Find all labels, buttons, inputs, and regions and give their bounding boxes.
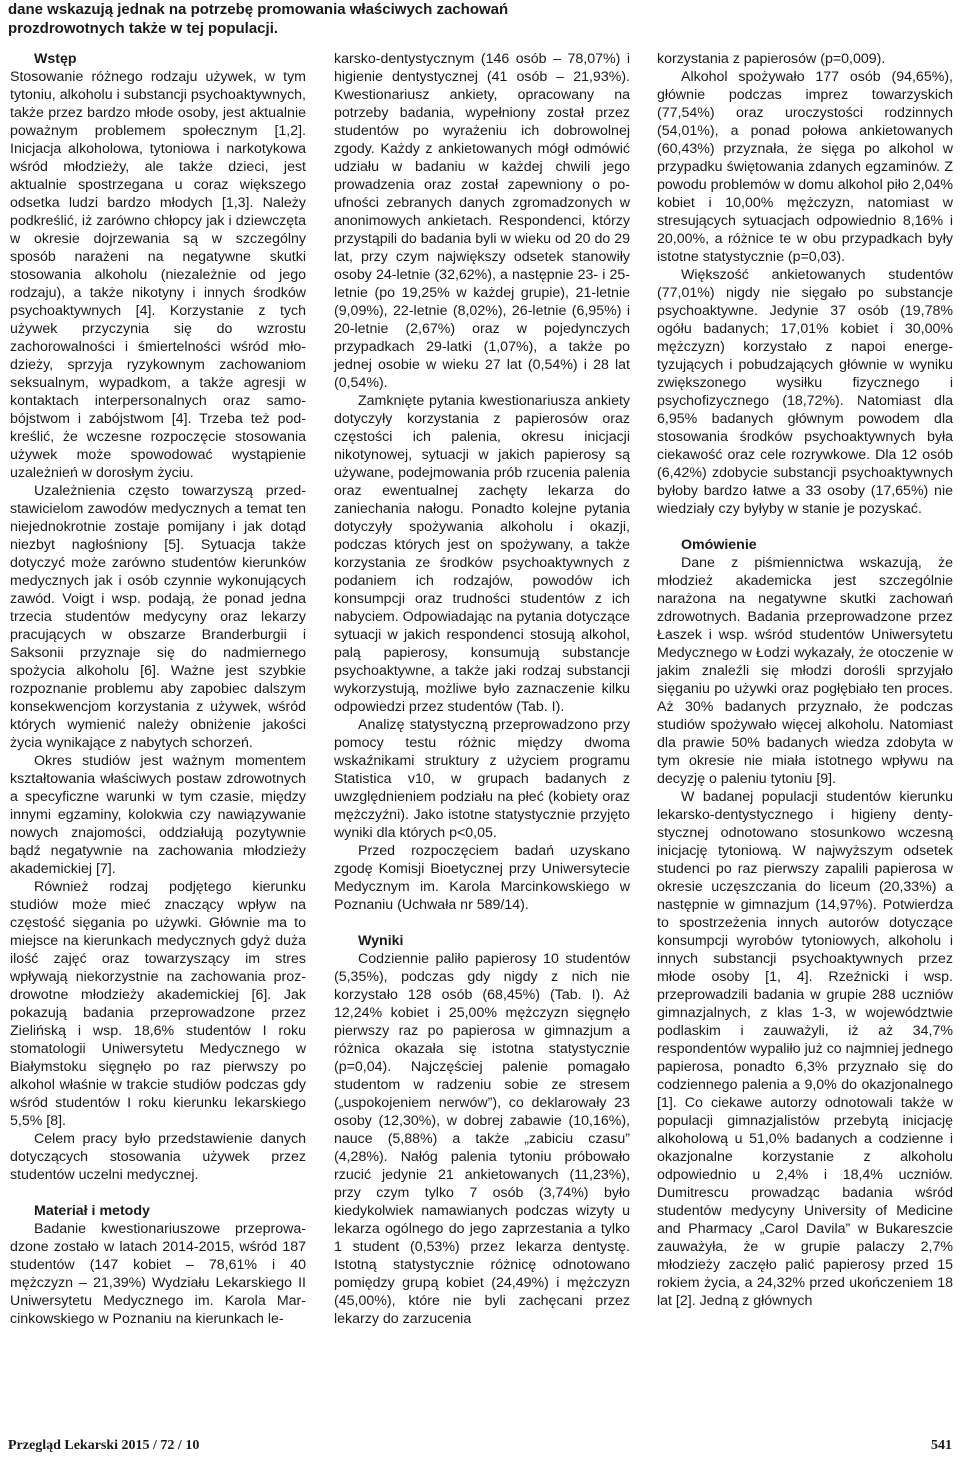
paragraph: Stosowanie różnego rodzaju używek, w tym tytoniu, alkoholu i substancji psychoaktywnych, także przez bardzo młode osoby, jest aktualnie poważnym problemem społecznym [1,2]. Inicjacja alkoholowa, tytoniowa i narkotykowa wśród młodzieży, ale także dzieci, jest aktualnie spostrzegana u coraz większego odsetka ludzi bardzo młodych [1,3]. Należy podkreślić, iż zarówno chłopcy jak i dziewczęta w okresie dojrzewania są w szczególny sposób narażeni na negatywne skutki stosowania alkoholu (niezależnie od jego rodzaju), a także nikotyny i innych środków psychoaktywnych [4]. Korzystanie z tych używek przyczynia się do wzrostu zachorowalności i śmiertelności wśród młodzieży, sprzyja ryzykownym zachowaniom seksualnym, wypadkom, a także agresji w kontaktach interpersonalnych oraz samobójstwom i zabójstwom [4]. Trzeba też podkreślić, że wczesne rozpoczęcie stosowania używek może spowodować wystąpienie uzależnień w dorosłym życiu. [10,69,306,481]
paragraph: Okres studiów jest ważnym momentem kształtowania właściwych postaw zdrowotnych a specyficzne warunki w tym czasie, między innymi egzaminy, kolokwia czy nawiązywanie nowych znajomości, oddziałują pozytywnie bądź negatywnie na zachowania młodzieży akademickiej [7]. [10,753,306,877]
paragraph: Codziennie paliło papierosy 10 studentów (5,35%), podczas gdy nigdy z nich nie korzystało 128 osób (68,45%) (Tab. I). Aż 12,24% kobiet i 25,00% mężczyzn sięgnęło pierwszy raz po papierosa w gimnazjum a różnica okazała się istotna statystycznie (p=0,04). Najczęściej palenie pomagało studentom w radzeniu sobie ze stresem („uspokojeniem nerwów”), co deklarowały 23 osoby (12,30%), w dobrej zabawie (10,16%), nauce (5,88%) a także „zabiciu czasu” (4,28%). Nałóg palenia tytoniu próbowało rzucić jedynie 21 ankietowanych (11,23%), przy czym tylko 7 osób (3,74%) było kiedykolwiek namawianych podczas wizyty u lekarza ogólnego do jego zaprzestania a tylko 1 student (0,53%) przez lekarza dentystę. Istotną statystycznie różnicę odnotowano pomiędzy grupą kobiet (24,49%) i mężczyzn (45,00%), które nie byli zachęcani przez lekarzy do zarzucenia [334,951,630,1327]
page-header-text: dane wskazują jednak na potrzebę promowania właściwych zachowań prozdrowotnych także w tej populacji. [8,1,509,37]
paragraph: Przed rozpoczęciem badań uzyskano zgodę Komisji Bioetycznej przy Uniwersytecie Medycznym im. Karola Marcinkowskiego w Poznaniu (Uchwała nr 589/14). [334,843,630,913]
paragraph: Alkohol spożywało 177 osób (94,65%), głównie podczas imprez towarzyskich (77,54%) oraz uroczystości rodzinnych (54,01%), a ponad połowa ankietowanych (60,43%) przyznała, że sięga po alkohol w przypadku świętowania zdanych egzaminów. Z powodu problemów w domu alkohol piło 2,04% kobiet i 10,00% mężczyzn, natomiast w stresujących sytuacjach odpowiednio 8,16% i 20,00%, a różnice te w obu przypadkach były istotne statystycznie (p=0,03). [657,69,953,265]
paragraph: Większość ankietowanych studentów (77,01%) nigdy nie sięgało po substancje psychoaktywne. Jedynie 37 osób (19,78% ogółu badanych; 17,01% kobiet i 30,00% mężczyzn) korzystało z napoi energetyzujących i pobudzających głównie w wyniku zwiększonego wysiłku fizycznego i psychofizycznego (18,72%). Natomiast dla 6,95% badanych głównym powodem dla stosowania środków psychoaktywnych była ciekawość oraz cele rozrywkowe. Dla 12 osób (6,42%) zdobycie substancji psychoaktywnych byłoby bardzo łatwe a 33 osoby (17,65%) nie wiedziały czy byłyby w stanie je pozyskać. [657,267,953,517]
paragraph: Uzależnienia często towarzyszą przedstawicielom zawodów medycznych a temat ten niejednokrotnie zostaje pomijany i jak dotąd niezbyt nagłośniony [5]. Sytuacja także dotyczyć może zarówno studentów kierunków medycznych jak i osób czynnie wykonujących zawód. Voigt i wsp. podają, że ponad jedna trzecia studentów medycyny oraz lekarzy pracujących w obszarze Branderburgii i Saksonii przyznaje się do nadmiernego spożycia alkoholu [6]. Ważne jest szybkie rozpoznanie problemu aby zapobiec dalszym konsekwencjom korzystania z używek, wśród których wymienić należy obniżenie jakości życia wynikające z nabytych schorzeń. [10,483,306,751]
journal-footer: Przegląd Lekarski 2015 / 72 / 10 [8,1438,200,1453]
column-3 [657,50,953,1310]
column-1 [10,50,306,1328]
paragraph: Dane z piśmiennictwa wskazują, że młodzież akademicka jest szczególnie narażona na negatywne skutki zachowań zdrowotnych. Badania przeprowadzone przez Łaszek i wsp. wśród studentów Uniwersytetu Medycznego w Łodzi wykazały, że otoczenie w jakim znaleźli się młodzi dorośli sprzyjało sięganiu po używki oraz pogłębiało ten proces. Aż 30% badanych przyznało, że podczas studiów spożywało więcej alkoholu. Natomiast dla prawie 50% badanych wiedza zdobyta w tym okresie nie miała istotnego wpływu na decyzję o paleniu tytoniu [9]. [657,555,953,787]
section-heading-wyniki: Wyniki [358,933,404,949]
paragraph: Zamknięte pytania kwestionariusza ankiety dotyczyły korzystania z papierosów oraz częstości ich palenia, okresu inicjacji nikotynowej, sytuacji w jakich papierosy są używane, podejmowania prób rzucenia palenia oraz ewentualnej zachęty lekarza do zaniechania nałogu. Ponadto kolejne pytania dotyczyły spożywania alkoholu i okazji, podczas których jest on spożywany, a także korzystania ze środków psychoaktywnych z podaniem ich rodzajów, powodów ich konsumpcji oraz trudności studentów z ich nabyciem. Odpowiadając na pytania dotyczące sytuacji w jakich respondenci stosują alkohol, palą papierosy, konsumują substancje psychoaktywne, a także jaki rodzaj substancji wykorzystują, możliwe było zaznaczenie kilku odpowiedzi przez studentów (Tab. I). [334,393,630,715]
paragraph: Badanie kwestionariuszowe przeprowadzone zostało w latach 2014-2015, wśród 187 studentów (147 kobiet – 78,61% i 40 mężczyzn – 21,39%) Wydziału Lekarskiego II Uniwersytetu Medycznego im. Karola Marcinkowskiego w Poznaniu na kierunkach le- [10,1221,306,1327]
column-2 [334,50,630,1328]
paragraph: Również rodzaj podjętego kierunku studiów może mieć znaczący wpływ na częstość sięgania po używki. Głównie ma to miejsce na kierunkach medycznych gdyż duża ilość zajęć oraz towarzyszący im stres wpływają niekorzystnie na zachowania prozdrowotne młodzieży akademickiej [6]. Jak pokazują badania przeprowadzone przez Zielińską i wsp. 18,6% studentów I roku stomatologii Uniwersytetu Medycznego w Białymstoku sięgnęło po raz pierwszy po alkohol właśnie w trakcie studiów podczas gdy wśród studentów I roku kierunku lekarskiego 5,5% [8]. [10,879,306,1129]
paragraph: karsko-dentystycznym (146 osób – 78,07%) i higienie dentystycznej (41 osób – 21,93%). Kwestionariusz ankiety, opracowany na potrzeby badania, wypełniony został przez studentów po wyrażeniu ich dobrowolnej zgody. Każdy z ankietowanych mógł odmówić udziału w badaniu w każdej chwili jego prowadzenia oraz został zapewniony o poufności zebranych danych zgromadzonych w anonimowych ankietach. Respondenci, którzy przystąpili do badania byli w wieku od 20 do 29 lat, przy czym największy odsetek stanowiły osoby 24-letnie (32,62%), a następnie 23- i 25-letnie (po 19,25% w każdej grupie), 21-letnie (9,09%), 22-letnie (8,02%), 26-letnie (6,95%) i 20-letnie (2,67%) oraz w pojedynczych przypadkach 29-latki (1,07%), a także po jednej osobie w wieku 27 lat (0,54%) i 28 lat (0,54%). [334,51,630,391]
section-heading-material: Materiał i metody [34,1203,150,1219]
section-heading-omowienie: Omówienie [681,537,757,553]
page-number: 541 [931,1438,952,1453]
paragraph: Celem pracy było przedstawienie danych dotyczących stosowania używek przez studentów uczelni medycznej. [10,1131,306,1183]
paragraph: Analizę statystyczną przeprowadzono przy pomocy testu różnic między dwoma wskaźnikami struktury z użyciem programu Statistica v10, w grupach badanych z uwzględnieniem podziału na płeć (kobiety oraz mężczyźni). Jako istotne statystycznie przyjęto wyniki dla których p<0,05. [334,717,630,841]
paragraph: W badanej populacji studentów kierunku lekarsko-dentystycznego i higieny dentystycznej odnotowano stosunkowo wczesną inicjację tytoniową. W najwyższym odsetek studenci po raz pierwszy zapalili papierosa w okresie uczęszczania do liceum (20,33%) a następnie w gimnazjum (14,97%). Potwierdza to spostrzeżenia innych autorów dotyczące konsumpcji wyrobów tytoniowych, alkoholu i innych substancji psychoaktywnych przez młode osoby [1, 4]. Rzeźnicki i wsp. przeprowadzili badania w grupie 288 uczniów gimnazjalnych, z klas 1-3, w województwie podlaskim i zauważyli, iż aż 34,7% respondentów wypaliło już co najmniej jednego papierosa, ponadto 6,3% przyznało się do codziennego palenia a 9,0% do okazjonalnego [1]. Co ciekawe autorzy odnotowali także w populacji gimnazjalistów przebytą inicjację alkoholową u 51,0% badanych a codzienne i okazjonalne korzystanie z alkoholu odpowiednio u 2,4% i 18,4% uczniów. Dumitrescu prowadząc badania wśród studentów medycyny University of Medicine and Pharmacy „Carol Davila” w Bukareszcie zauważyła, że w grupie palaczy 2,7% młodzieży zaczęło palić papierosy przed 15 rokiem życia, a 24,32% przed ukończeniem 18 lat [2]. Jedną z głównych [657,789,953,1309]
paragraph: korzystania z papierosów (p=0,009). [657,51,886,67]
section-heading-wstep: Wstęp [34,51,77,67]
